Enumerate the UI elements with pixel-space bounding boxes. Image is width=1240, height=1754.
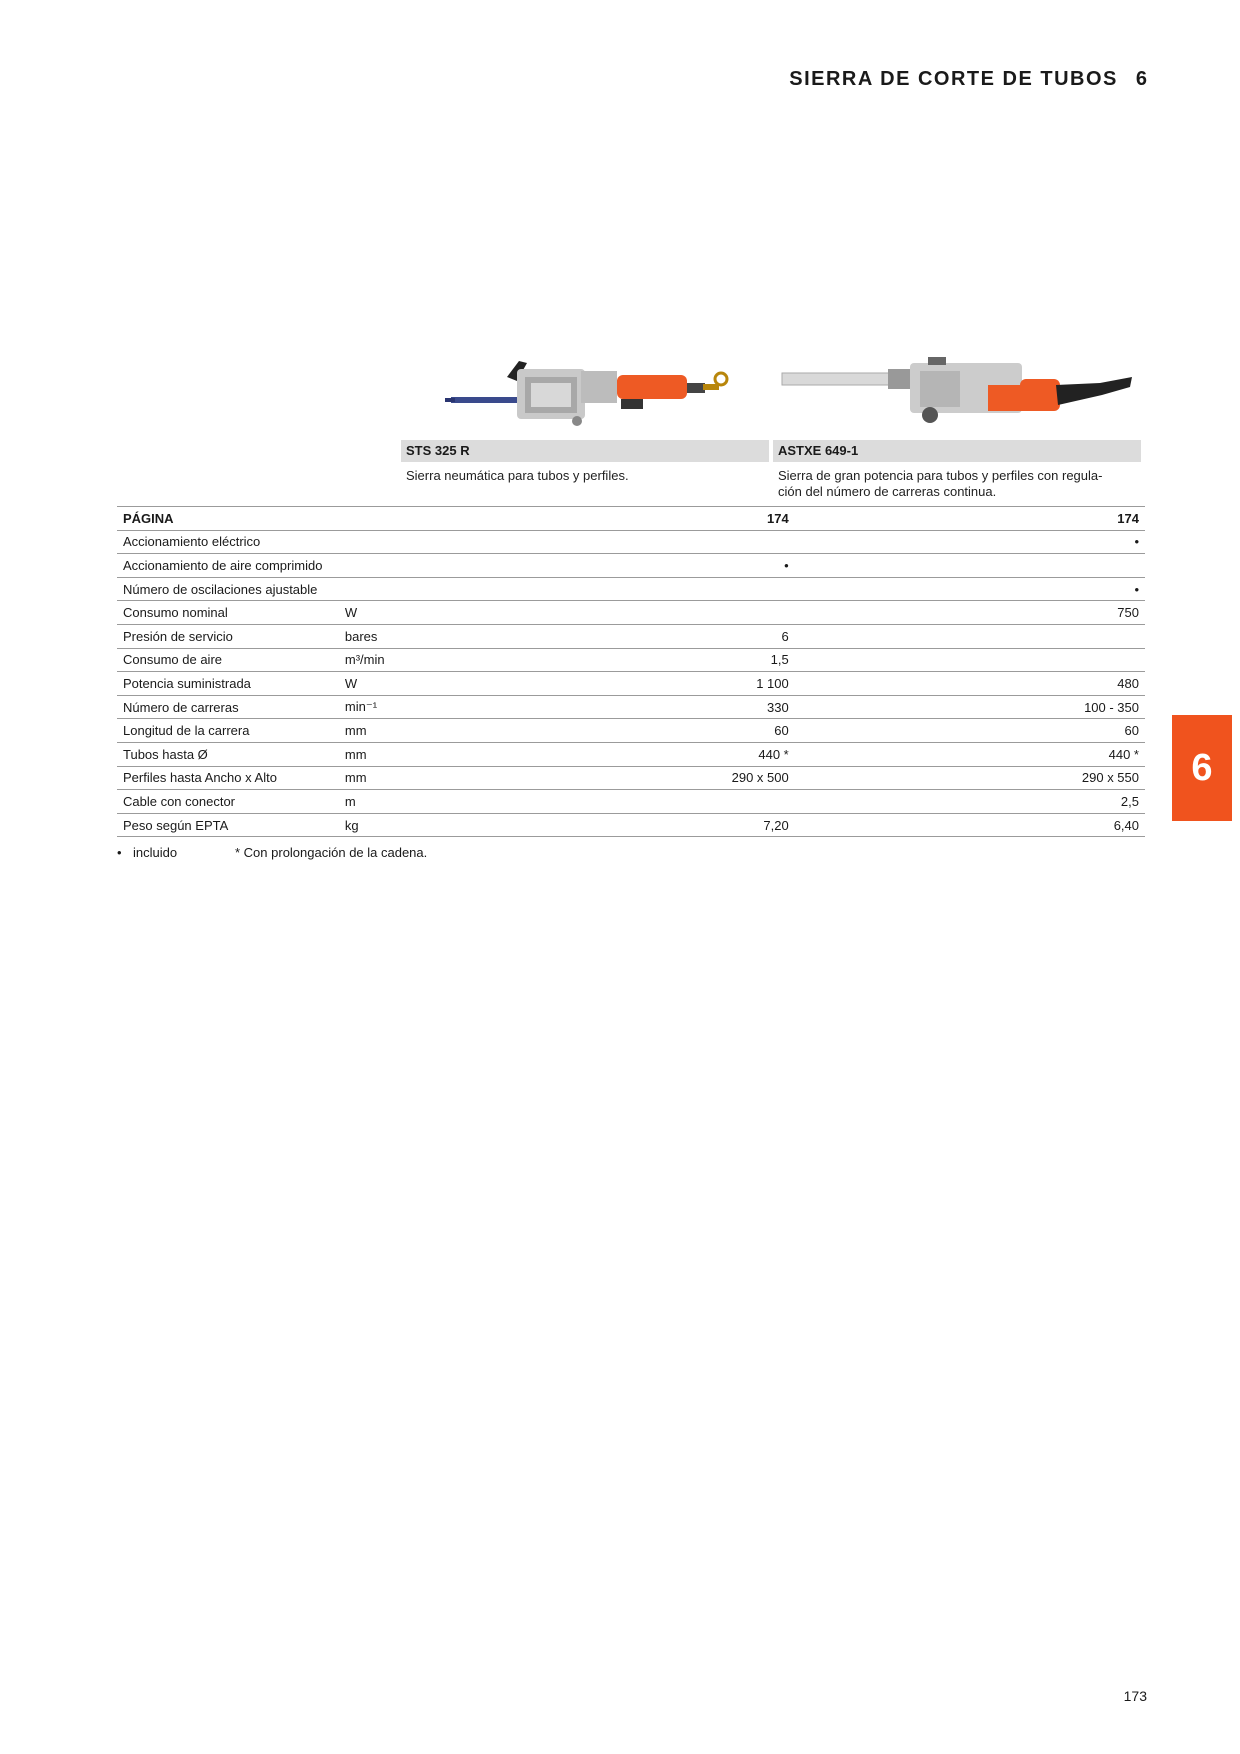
spec-label: Accionamiento eléctrico	[117, 530, 339, 554]
spec-unit: m	[339, 790, 445, 814]
spec-label: Consumo de aire	[117, 648, 339, 672]
spec-value-sts-325-r	[445, 577, 795, 601]
product-image-sts-325-r	[445, 355, 745, 435]
table-row	[117, 601, 1145, 625]
spec-label: Potencia suministrada	[117, 672, 339, 696]
product-name-1: STS 325 R	[401, 440, 769, 462]
table-row	[117, 672, 1145, 696]
electric-saw-icon	[780, 355, 1140, 435]
spec-label: Número de carreras	[117, 695, 339, 719]
product-image-astxe-649-1	[780, 355, 1140, 435]
spec-unit: mm	[339, 742, 445, 766]
spec-unit: min⁻¹	[339, 695, 445, 719]
spec-label: PÁGINA	[117, 507, 339, 531]
spec-value-astxe-649-1	[795, 648, 1145, 672]
product-headers	[401, 440, 1145, 462]
spec-unit: W	[339, 672, 445, 696]
page-header	[789, 68, 1147, 91]
spec-label: Consumo nominal	[117, 601, 339, 625]
product-description-2: Sierra de gran potencia para tubos y perfiles con regula- ción del número de carreras continua.	[778, 468, 1103, 499]
pneumatic-saw-icon	[445, 355, 745, 435]
table-row	[117, 813, 1145, 837]
table-row	[117, 648, 1145, 672]
spec-value-sts-325-r: 7,20	[445, 813, 795, 837]
chapter-number: 6	[1135, 68, 1147, 90]
spec-value-astxe-649-1: 2,5	[795, 790, 1145, 814]
spec-value-astxe-649-1: 174	[795, 507, 1145, 531]
bullet-symbol: •	[117, 845, 122, 860]
spec-value-sts-325-r	[445, 530, 795, 554]
spec-value-sts-325-r: 290 x 500	[445, 766, 795, 790]
spec-value-astxe-649-1: 480	[795, 672, 1145, 696]
page-number: 173	[1123, 1688, 1147, 1704]
table-row	[117, 530, 1145, 554]
spec-value-astxe-649-1: •	[795, 577, 1145, 601]
spec-value-astxe-649-1: 750	[795, 601, 1145, 625]
table-row	[117, 790, 1145, 814]
footnote	[117, 845, 427, 860]
footnote-note: * Con prolongación de la cadena.	[235, 845, 428, 860]
spec-label: Peso según EPTA	[117, 813, 339, 837]
table-row	[117, 507, 1145, 531]
spec-unit	[339, 577, 445, 601]
spec-value-sts-325-r: 1 100	[445, 672, 795, 696]
table-row	[117, 742, 1145, 766]
spec-unit	[339, 507, 445, 531]
table-row	[117, 719, 1145, 743]
spec-value-sts-325-r: 60	[445, 719, 795, 743]
spec-unit: m³/min	[339, 648, 445, 672]
spec-value-astxe-649-1: •	[795, 530, 1145, 554]
spec-table	[117, 506, 1145, 837]
table-row	[117, 577, 1145, 601]
spec-value-astxe-649-1: 100 - 350	[795, 695, 1145, 719]
spec-value-astxe-649-1	[795, 624, 1145, 648]
product-description-1: Sierra neumática para tubos y perfiles.	[406, 468, 629, 483]
spec-value-sts-325-r: •	[445, 554, 795, 578]
spec-label: Perfiles hasta Ancho x Alto	[117, 766, 339, 790]
spec-label: Longitud de la carrera	[117, 719, 339, 743]
page-title: SIERRA DE CORTE DE TUBOS	[789, 68, 1118, 90]
spec-value-astxe-649-1	[795, 554, 1145, 578]
spec-value-sts-325-r: 174	[445, 507, 795, 531]
spec-value-sts-325-r	[445, 790, 795, 814]
spec-unit: bares	[339, 624, 445, 648]
table-row	[117, 554, 1145, 578]
spec-unit	[339, 554, 445, 578]
chapter-tab: 6	[1172, 715, 1232, 821]
spec-value-sts-325-r	[445, 601, 795, 625]
spec-label: Tubos hasta Ø	[117, 742, 339, 766]
spec-value-astxe-649-1: 6,40	[795, 813, 1145, 837]
spec-label: Cable con conector	[117, 790, 339, 814]
spec-value-astxe-649-1: 60	[795, 719, 1145, 743]
spec-value-sts-325-r: 6	[445, 624, 795, 648]
spec-value-sts-325-r: 330	[445, 695, 795, 719]
spec-unit: mm	[339, 766, 445, 790]
spec-unit	[339, 530, 445, 554]
spec-value-sts-325-r: 440 *	[445, 742, 795, 766]
spec-value-astxe-649-1: 440 *	[795, 742, 1145, 766]
spec-label: Presión de servicio	[117, 624, 339, 648]
spec-unit: W	[339, 601, 445, 625]
product-descriptions	[401, 462, 1145, 506]
table-row	[117, 766, 1145, 790]
spec-label: Accionamiento de aire comprimido	[117, 554, 339, 578]
spec-value-astxe-649-1: 290 x 550	[795, 766, 1145, 790]
included-label: incluido	[133, 845, 178, 860]
product-name-2: ASTXE 649-1	[773, 440, 1141, 462]
spec-unit: mm	[339, 719, 445, 743]
spec-label: Número de oscilaciones ajustable	[117, 577, 339, 601]
spec-section	[117, 440, 1145, 837]
spec-unit: kg	[339, 813, 445, 837]
table-row	[117, 695, 1145, 719]
table-row	[117, 624, 1145, 648]
spec-value-sts-325-r: 1,5	[445, 648, 795, 672]
